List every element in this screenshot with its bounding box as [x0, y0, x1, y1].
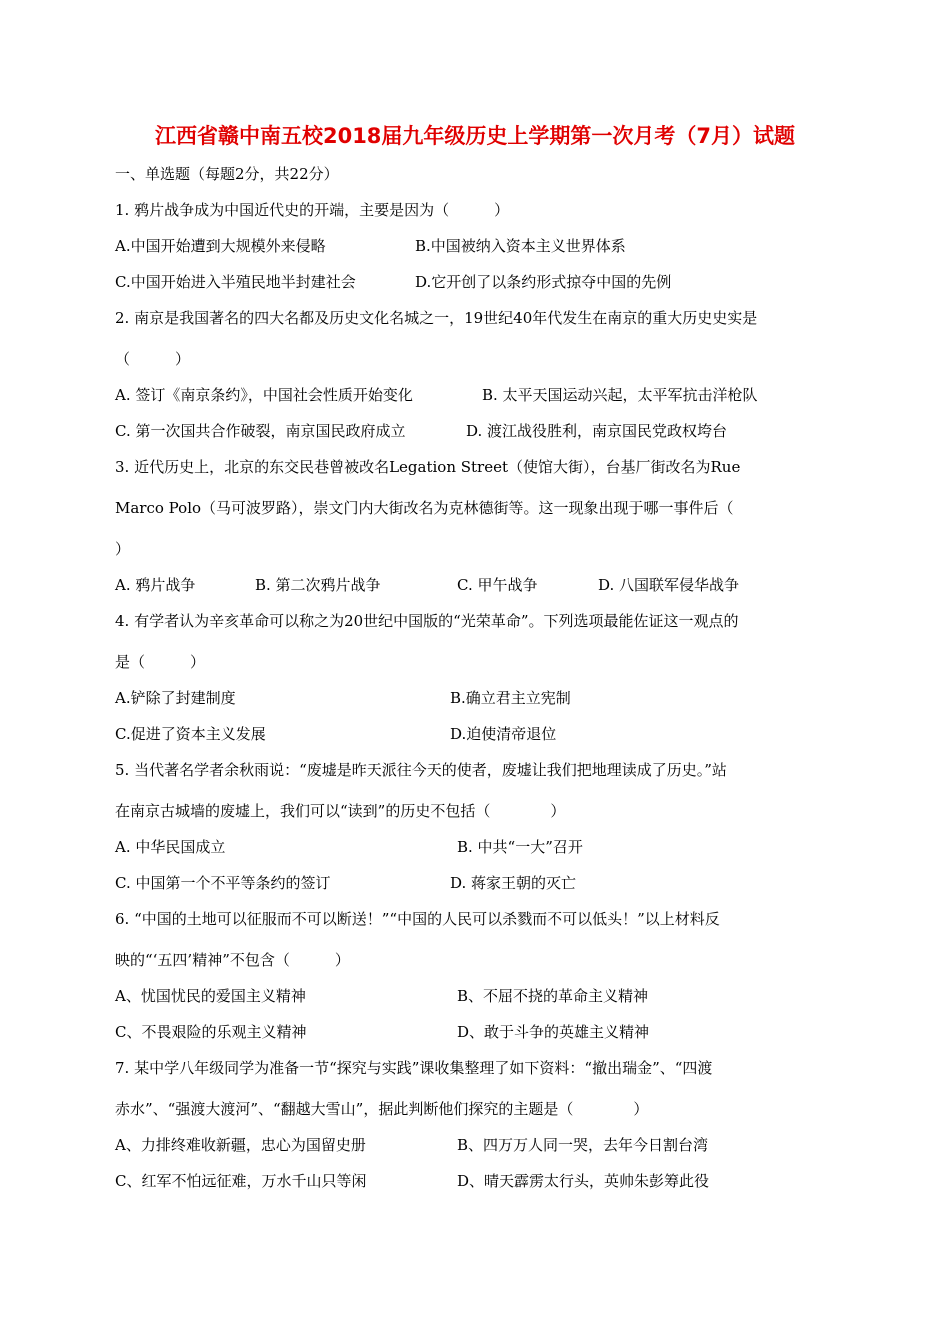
question-3-stem: 3. 近代历史上，北京的东交民巷曾被改名Legation Street（使馆大街），台基厂街改名为Rue	[115, 458, 741, 476]
question-2-option-b: B. 太平天国运动兴起，太平军抗击洋枪队	[482, 386, 758, 404]
question-5-option-a: A. 中华民国成立	[115, 838, 226, 856]
exam-title: 江西省赣中南五校2018届九年级历史上学期第一次月考（7月）试题	[154, 124, 796, 148]
question-1-option-d: D.它开创了以条约形式掠夺中国的先例	[415, 273, 672, 291]
question-6-option-c: C、不畏艰险的乐观主义精神	[115, 1023, 307, 1041]
question-6-option-b: B、不屈不挠的革命主义精神	[457, 987, 649, 1005]
question-3-option-c: C. 甲午战争	[457, 576, 538, 594]
question-3-option-b: B. 第二次鸦片战争	[255, 576, 381, 594]
question-1-option-c: C.中国开始进入半殖民地半封建社会	[115, 273, 356, 291]
question-6-stem-cont: 映的“‘五四’精神”不包含（ ）	[115, 951, 350, 969]
question-4-option-c: C.促进了资本主义发展	[115, 725, 266, 743]
question-1-option-a: A.中国开始遭到大规模外来侵略	[115, 237, 326, 255]
question-1-option-b: B.中国被纳入资本主义世界体系	[415, 237, 626, 255]
question-4-option-a: A.铲除了封建制度	[115, 689, 236, 707]
question-2-stem: 2. 南京是我国著名的四大名都及历史文化名城之一，19世纪40年代发生在南京的重大历史史实是	[115, 309, 758, 327]
question-6-option-a: A、忧国忧民的爱国主义精神	[115, 987, 306, 1005]
question-2-stem-cont: （ ）	[115, 350, 191, 368]
question-5-stem: 5. 当代著名学者余秋雨说：“废墟是昨天派往今天的使者，废墟让我们把地理读成了历史。”站	[115, 761, 727, 779]
question-7-option-b: B、四万万人同一哭，去年今日割台湾	[457, 1136, 709, 1154]
question-4-stem: 4. 有学者认为辛亥革命可以称之为20世纪中国版的“光荣革命”。下列选项最能佐证这一观点的	[115, 612, 739, 630]
question-2-option-c: C. 第一次国共合作破裂，南京国民政府成立	[115, 422, 406, 440]
question-5-option-c: C. 中国第一个不平等条约的签订	[115, 874, 331, 892]
question-5-stem-cont: 在南京古城墙的废墟上，我们可以“读到”的历史不包括（ ）	[115, 802, 566, 820]
question-3-stem-end: ）	[115, 540, 131, 558]
question-6-option-d: D、敢于斗争的英雄主义精神	[457, 1023, 650, 1041]
question-3-stem-cont: Marco Polo（马可波罗路），崇文门内大街改名为克林德街等。这一现象出现于哪一事件后（	[115, 499, 734, 517]
question-5-option-d: D. 蒋家王朝的灭亡	[450, 874, 577, 892]
section-heading: 一、单选题（每题2分，共22分）	[115, 165, 339, 183]
question-4-stem-cont: 是（ ）	[115, 653, 206, 671]
question-1-stem: 1. 鸦片战争成为中国近代史的开端，主要是因为（ ）	[115, 201, 510, 219]
question-6-stem: 6. “中国的土地可以征服而不可以断送！”“中国的人民可以杀戮而不可以低头！”以上材料反	[115, 910, 720, 928]
question-7-option-c: C、红军不怕远征难，万水千山只等闲	[115, 1172, 367, 1190]
question-7-option-a: A、力排终难收新疆，忠心为国留史册	[115, 1136, 366, 1154]
question-5-option-b: B. 中共“一大”召开	[457, 838, 583, 856]
question-2-option-a: A. 签订《南京条约》，中国社会性质开始变化	[115, 386, 413, 404]
question-4-option-d: D.迫使清帝退位	[450, 725, 557, 743]
question-4-option-b: B.确立君主立宪制	[450, 689, 571, 707]
question-7-stem: 7. 某中学八年级同学为准备一节“探究与实践”课收集整理了如下资料：“撤出瑞金”、“四渡	[115, 1059, 713, 1077]
question-2-option-d: D. 渡江战役胜利，南京国民党政权垮台	[466, 422, 728, 440]
question-7-stem-cont: 赤水”、“强渡大渡河”、“翻越大雪山”，据此判断他们探究的主题是（ ）	[115, 1100, 649, 1118]
question-7-option-d: D、晴天霹雳太行头，英帅朱彭筹此役	[457, 1172, 710, 1190]
question-3-option-d: D. 八国联军侵华战争	[598, 576, 740, 594]
question-3-option-a: A. 鸦片战争	[115, 576, 196, 594]
